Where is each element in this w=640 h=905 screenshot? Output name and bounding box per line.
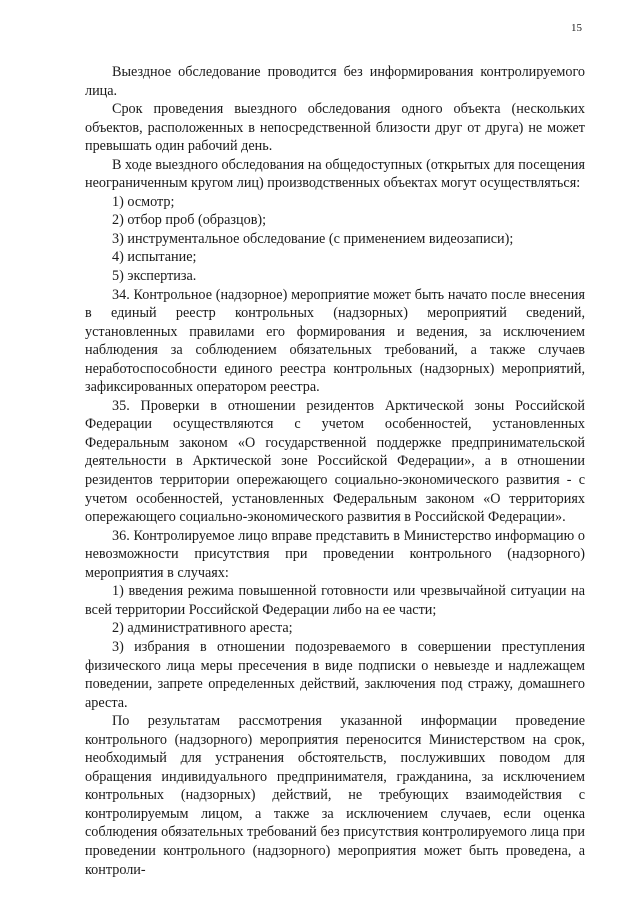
- page-number: 15: [571, 22, 582, 34]
- list-item-expertise: 5) экспертиза.: [112, 268, 197, 285]
- list-item-sampling: 2) отбор проб (образцов);: [112, 212, 267, 229]
- list-item-testing: 4) испытание;: [112, 249, 197, 266]
- paragraph-field-survey-no-notice: Выездное обследование проводится без информирования контролируемого лица.: [85, 64, 585, 99]
- paragraph-clause-34: 34. Контрольное (надзорное) мероприятие может быть начато после внесения в единый реестр контрольных (надзорных) мероприятий сведений, установленных правилами его формирования и ведения, за исключением наблюдения за соблюдением обязательных требований, а также случаев неработоспособности единого реестра контрольных (надзорных) мероприятий, зафиксированных оператором реестра.: [85, 286, 585, 396]
- list-item-preventive-measure: 3) избрания в отношении подозреваемого в совершении преступления физического лица меры пресечения в виде подписки о невыезде и надлежащем поведении, запрете определенных действий, заключения под стражу, домашнего ареста.: [85, 638, 585, 711]
- paragraph-field-survey-duration: Срок проведения выездного обследования одного объекта (нескольких объектов, расположенных в непосредственной близости друг от друга) не может превышать один рабочий день.: [85, 101, 585, 155]
- paragraph-field-survey-actions-intro: В ходе выездного обследования на общедоступных (открытых для посещения неограниченным кругом лиц) производственных объектах могут осуществляться:: [85, 156, 585, 192]
- paragraph-clause-36: 36. Контролируемое лицо вправе представить в Министерство информацию о невозможности присутствия при проведении контрольного (надзорного) мероприятия в случаях:: [85, 527, 585, 581]
- paragraph-postponement: По результатам рассмотрения указанной информации проведение контрольного (надзорного) мероприятия переносится Министерством на срок, необходимый для устранения обстоятельств, послуживших поводом для обращения индивидуального предпринимателя, гражданина, за исключением контрольных (надзорных) действий, не требующих взаимодействия с контролируемым лицом, а также за исключением случаев, если оценка соблюдения обязательных требований без присутствия контролируемого лица при проведении контрольного (надзорного) мероприятия может быть проведена, а контроли-: [85, 713, 585, 878]
- list-item-emergency-regime: 1) введения режима повышенной готовности или чрезвычайной ситуации на всей территории Российской Федерации либо на ее части;: [85, 583, 585, 618]
- document-body: [85, 63, 585, 879]
- list-item-instrumental-survey: 3) инструментальное обследование (с применением видеозаписи);: [112, 230, 514, 247]
- paragraph-clause-35: 35. Проверки в отношении резидентов Арктической зоны Российской Федерации осуществляются с учетом особенностей, установленных Федеральным законом «О государственной поддержке предпринимательской деятельности в Арктической зоне Российской Федерации», а в отношении резидентов территории опережающего социально-экономического развития - с учетом особенностей, установленных Федеральным законом «О территориях опережающего социально-экономического развития в Российской Федерации».: [85, 397, 585, 526]
- list-item-inspection: 1) осмотр;: [112, 193, 175, 210]
- list-item-administrative-arrest: 2) административного ареста;: [112, 620, 293, 637]
